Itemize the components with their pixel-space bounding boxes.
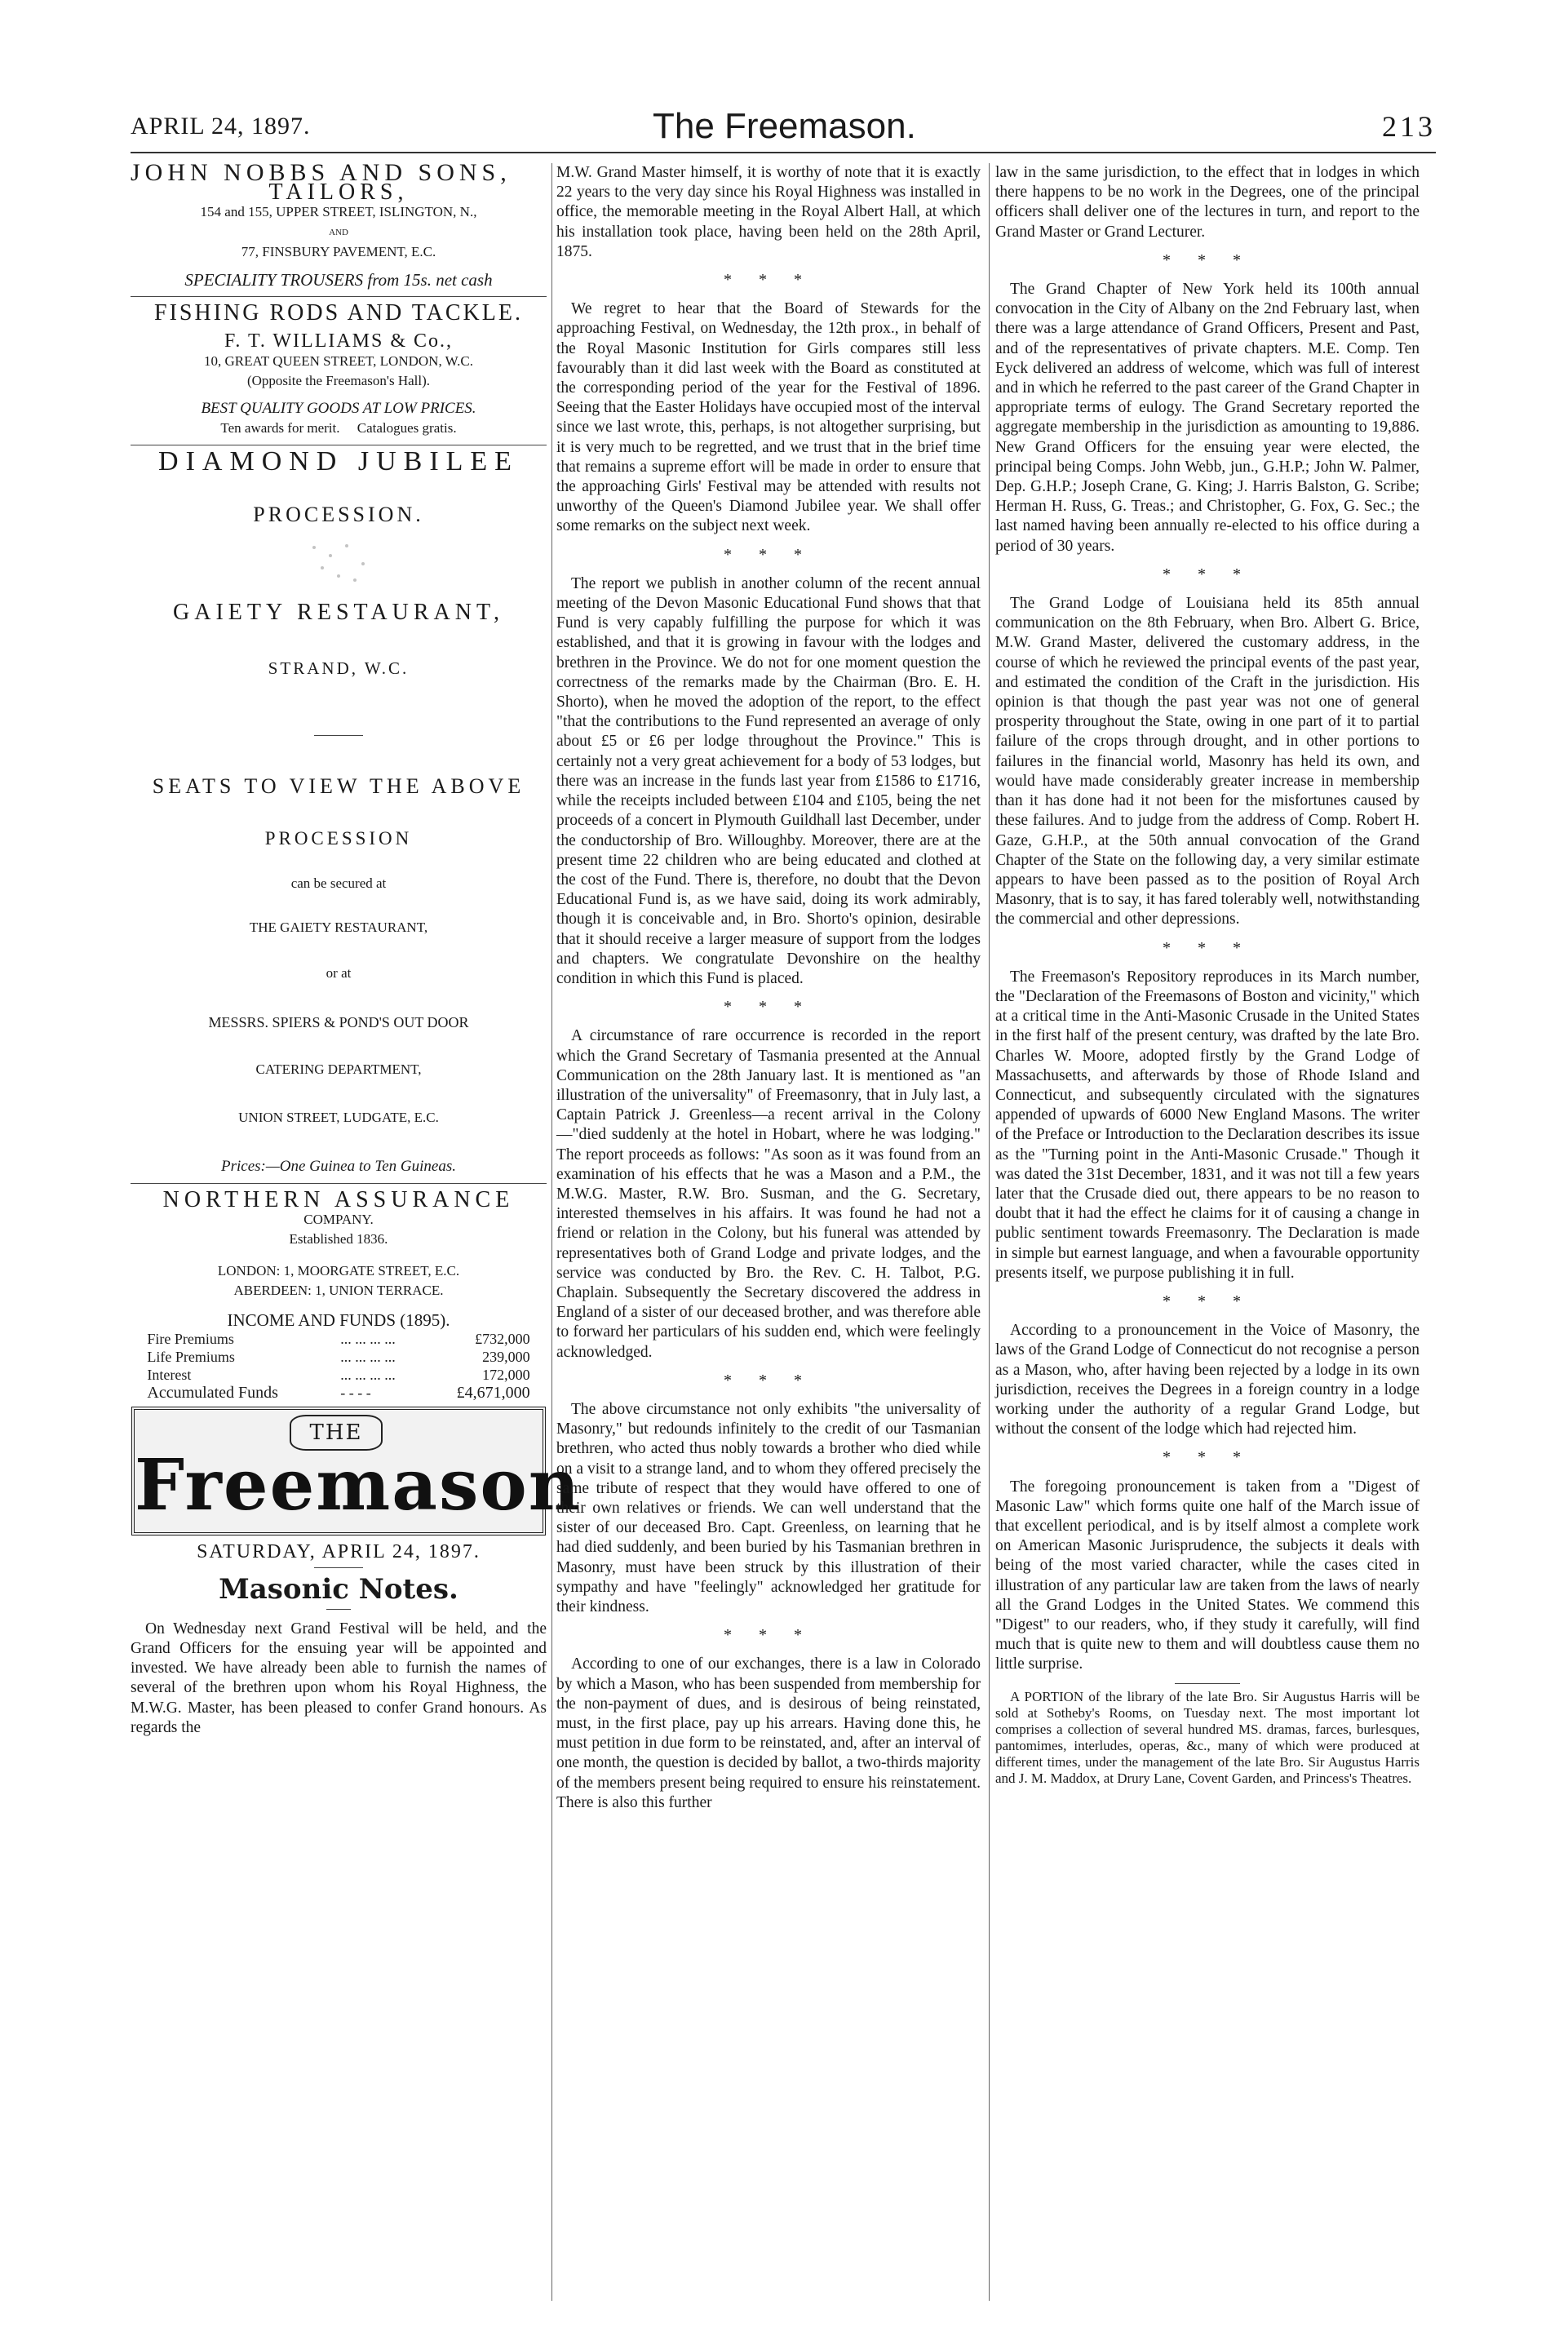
newspaper-title: The Freemason. — [653, 106, 916, 146]
table-row — [147, 1366, 529, 1384]
divider — [314, 1567, 363, 1568]
advert-firm: F. T. WILLIAMS & Co., — [224, 330, 454, 352]
advert-line: PROCESSION. — [253, 502, 424, 526]
article-paragraph: The report we publish in another column of the recent annual meeting of the Devon Masonic Educational Fund shows that that Fund is very capably fulfilling the purpose for which it was established, and that it is growing in favour with the lodges and brethren in the Province. We do not for one moment question the correctness of the remarks made by the Chairman (Bro. E. H. Shorto), when he moved the adoption of the report, to the effect "that the contributions to the Fund represented an average of only about £5 or £6 per lodge throughout the Province." This is certainly not a very great achievement for a body of 53 lodges, but there was an increase in the funds last year from £1586 to £1716, while the receipts included between £104 and £105, being the net proceeds of a concert in Plymouth Guildhall last December, under the conductorship of Bro. Willoughby. Moreover, there are at the present time 22 children who are being educated and clothed at the cost of the Fund. There is, therefore, no doubt that the Devon Educational Fund is, as we have said, doing its work admirably, though it is conceivable and, in Bro. Shorto's opinion, desirable that it should receive a larger measure of support from the lodges and chapters. We congratulate Devonshire on the healthy condition in which this Fund is placed. — [556, 574, 981, 987]
ornament-image — [281, 531, 396, 596]
funds-heading: INCOME AND FUNDS (1895). — [227, 1310, 450, 1331]
funds-label: Interest — [147, 1367, 192, 1384]
advert-assurance — [131, 1187, 547, 1403]
advert-line: MESSRS. SPIERS & POND'S OUT DOOR — [208, 1014, 469, 1031]
advert-line: AND — [329, 227, 348, 237]
advert-williams — [131, 300, 547, 438]
funds-value: £4,671,000 — [456, 1384, 530, 1403]
separator-stars: * * * — [724, 998, 813, 1017]
advert-title: FISHING RODS AND TACKLE. — [154, 300, 523, 326]
separator-stars: * * * — [1163, 250, 1252, 269]
article-paragraph: The above circumstance not only exhibits "the universality of Masonry," but redounds infinitely to the credit of our Tasmanian brethren, who acted thus nobly towards a brother who died while on a visit to a strange land, and to whom they offered precisely the same tribute of respect that they would have offered to one of their own relatives or friends. We can well understand that the sister of our deceased Bro. Capt. Greenless, on learning that he had died suddenly, and been buried by his Tasmanian brethren in Masonry, must have been struck by this illustration of their sympathy and have "feelingly" acknowledged her gratitude for their kindness. — [556, 1400, 981, 1616]
advert-line: Ten awards for merit. Catalogues gratis. — [220, 420, 457, 437]
separator-stars: * * * — [1163, 938, 1252, 957]
advert-line: TAILORS, — [268, 179, 409, 206]
section-title: Masonic Notes. — [219, 1572, 458, 1606]
separator-stars: * * * — [724, 1371, 813, 1389]
divider — [1175, 1683, 1240, 1684]
column-divider — [551, 163, 552, 2301]
separator-stars: * * * — [724, 271, 813, 290]
funds-label: Accumulated Funds — [147, 1384, 278, 1403]
article-paragraph: The Freemason's Repository reproduces in its March number, the "Declaration of the Freemasons of Boston and vicinity," which at a critical time in the Anti-Masonic Crusade in the United States in the first half of the present century, was drafted by the late Bro. Charles W. Moore, adopted firstly by the Grand Lodge of Massachusetts, and afterwards by those of Rhode Island and Connecticut, and subsequently circulated with the signatures appended of upwards of 6000 New England Masons. The writer of the Preface or Introduction to the Declaration describes its issue as the "Turning point in the Anti-Masonic Crusade." Though it was dated the 31st December, 1831, and it was not till a few years later that the Crusade died out, there appears to be no reason to doubt that it had the effect he claims for it of causing a change in public sentiment towards Freemasonry. The Declaration is made in simple but earnest language, and when a favourable opportunity presents itself, we purpose publishing it in full. — [995, 968, 1420, 1282]
advert-line: (Opposite the Freemason's Hall). — [246, 372, 430, 388]
funds-value: 172,000 — [482, 1367, 530, 1384]
advert-jubilee — [131, 446, 547, 1177]
article-paragraph: A circumstance of rare occurrence is recorded in the report which the Grand Secretary of Tasmania presented at the Annual Communication on the 28th January last. It is mentioned as "an illustration of the universality" of Freemasonry, that in July last, a Captain Patrick J. Greenless—a recent arrival in the Colony—"died suddenly at the hotel in Hobart, where he was lodging." The report proceeds as follows: "As soon as it was found from an examination of his effects that he was a Mason and a P.M., the M.W.G. Master, R.W. Bro. Susman, and the G. Secretary, interested themselves in his affairs. It was found he had not a friend or relation in the Colony, but his funeral was attended by representatives both of Grand Lodge and private lodges, and the service was conducted by Bro. the Rev. C. H. Talbot, P.G. Chaplain. Subsequently the Secretary discovered the address in England of a sister of our deceased brother, and was therefore able to forward her particulars of his sudden end, which were feelingly acknowledged. — [556, 1027, 981, 1361]
column-2 — [556, 163, 981, 1821]
masthead-date: SATURDAY, APRIL 24, 1897. — [197, 1541, 481, 1563]
article-paragraph: We regret to hear that the Board of Stewards for the approaching Festival, on Wednesday, the 12th prox., in behalf of the Royal Masonic Institution for Girls compares still less favourably than it did last week with the Board as constituted at the corresponding period of the year for the Festival of 1896. Seeing that the Easter Holidays have occupied most of the interval since we last wrote, this, perhaps, is not altogether surprising, but it is very much to be regretted, and we trust that in the brief time that remains a supreme effort will be made in order to ensure that the approaching Girls' Festival may be attended with results not unworthy of the Queen's Diamond Jubilee year. We shall offer some remarks on the subject next week. — [556, 300, 981, 535]
divider — [326, 1609, 351, 1610]
article-paragraph: According to a pronouncement in the Voice of Masonry, the laws of the Grand Lodge of Connecticut do not recognise a person as a Mason, who, after having been rejected by a lodge in its own jurisdiction, receives the Degrees in a foreign country in a lodge working under the authority of a regular Grand Lodge, but without the consent of the lodge which had rejected him. — [995, 1322, 1420, 1438]
table-row — [147, 1348, 529, 1366]
funds-dots: ... ... ... ... — [340, 1331, 396, 1348]
table-row — [147, 1330, 529, 1348]
separator-stars: * * * — [724, 545, 813, 564]
advert-address: UNION STREET, LUDGATE, E.C. — [238, 1109, 439, 1125]
issue-date: APRIL 24, 1897. — [131, 113, 311, 140]
advert-line: PROCESSION — [264, 828, 413, 849]
masthead-name: Freemason — [135, 1444, 582, 1527]
advert-line: THE GAIETY RESTAURANT, — [249, 919, 428, 935]
funds-dots: ... ... ... ... — [340, 1349, 396, 1366]
advert-line: SEATS TO VIEW THE ABOVE — [152, 774, 525, 799]
advert-title: DIAMOND JUBILEE — [158, 446, 519, 477]
funds-label: Life Premiums — [147, 1349, 235, 1366]
separator-stars: * * * — [1163, 1448, 1252, 1467]
separator-stars: * * * — [1163, 565, 1252, 583]
funds-value: 239,000 — [482, 1349, 530, 1366]
article-paragraph: law in the same jurisdiction, to the effect that in lodges in which there happens to be no work in the Degrees, one of the principal officers shall deliver one of the lectures in turn, and report to the Grand Master or Grand Lecturer. — [995, 164, 1420, 241]
advert-tagline: SPECIALITY TROUSERS from 15s. net cash — [184, 270, 493, 290]
advert-tagline: BEST QUALITY GOODS AT LOW PRICES. — [201, 400, 476, 418]
article-paragraph: According to one of our exchanges, there is a law in Colorado by which a Mason, who has been suspended from membership for the non-payment of dues, and is desirous of being reinstated, must, in the first place, pay up his arrears. Having done this, he must petition in due form to be reinstated, and, after an interval of one month, the question is decided by ballot, a two-thirds majority of the members present being required to ensure his reinstatement. There is also this further — [556, 1655, 981, 1811]
funds-table — [147, 1330, 529, 1402]
advert-address: 154 and 155, UPPER STREET, ISLINGTON, N., — [200, 204, 477, 220]
article-paragraph: The Grand Chapter of New York held its 100th annual convocation in the City of Albany on the 2nd February last, when there was a large attendance of Grand Officers, Present and Past, and of the representatives of private chapters. M.E. Comp. Ten Eyck delivered an address of welcome, which was full of interest and in which he referred to the past career of the Grand Chapter in appropriate terms of eulogy. The Grand Secretary reported the aggregate membership in the jurisdiction as amounting to 19,886. New Grand Officers for the ensuing year were elected, the principal being Comps. John Webb, jun., G.H.P.; John W. Palmer, Dep. G.H.P.; Joseph Crane, G. King; J. Harris Balston, G. Scribe; Herman H. Russ, G. Treas.; and Christopher, G. Fox, G. Sec.; the last named having been annually re-elected to his office during a period of 30 years. — [995, 281, 1420, 555]
separator-stars: * * * — [1163, 1292, 1252, 1310]
page-header — [131, 106, 1436, 155]
advert-tagline: Prices:—One Guinea to Ten Guineas. — [221, 1157, 456, 1175]
advert-line: CATERING DEPARTMENT, — [255, 1061, 422, 1078]
column-divider — [989, 163, 990, 2301]
advert-line: Established 1836. — [289, 1231, 388, 1247]
advert-line: COMPANY. — [303, 1212, 374, 1228]
article-paragraph: The foregoing pronouncement is taken from a "Digest of Masonic Law" which forms quite one half of the March issue of that excellent periodical, and is by itself almost a complete work on American Masonic Jurisprudence, the subjects it deals with being of the most varied character, while the cases cited in illustration of any particular law are taken from the laws of nearly all the Grand Lodges in the United States. We commend this "Digest" to our readers, who, if they study it carefully, will find much that is quite new to them and will doubtless cause them no little surprise. — [995, 1478, 1420, 1673]
advert-address: LONDON: 1, MOORGATE STREET, E.C. — [217, 1262, 460, 1279]
separator-stars: * * * — [724, 1626, 813, 1645]
column-3 — [995, 163, 1420, 1795]
header-rule — [131, 152, 1436, 153]
article-paragraph: The Grand Lodge of Louisiana held its 85th annual communication on the 8th February, when Bro. Albert G. Brice, M.W. Grand Master, delivered the customary address, in the course of which he reviewed the principal events of the past year, and estimated the condition of the Craft in the jurisdiction. His opinion is that though the past year was not one of general prosperity throughout the State, owing in one part of it to partial failure of the crops through drought, and in other portions to failures in the financial world, Masonry has held its own, and would have made considerably greater increase in membership than it has done had it not been for the misfortunes caused by these failures. And to judge from the address of Comp. Robert H. Gaze, G.H.P., at the 50th annual convocation of the Grand Chapter of the State on the following day, a very similar estimate appears to have been passed as to the position of Royal Arch Masonry, that is to say, it has fared tolerably well, notwithstanding the commercial and other depressions. — [995, 595, 1420, 928]
column-1 — [131, 159, 582, 1746]
masthead-the: THE — [290, 1415, 383, 1451]
funds-value: £732,000 — [475, 1331, 530, 1348]
masthead-logo — [131, 1407, 582, 1536]
advert-address: 10, GREAT QUEEN STREET, LONDON, W.C. — [204, 352, 473, 369]
footnote-paragraph: A PORTION of the library of the late Bro. Sir Augustus Harris will be sold at Sotheby's Rooms, on Tuesday next. The most important lot comprises a collection of several hundred MS. dramas, farces, burlesques, pantomimes, interludes, operas, &c., many of which were produced at different times, under the management of the late Bro. Sir Augustus Harris and J. M. Maddox, at Drury Lane, Covent Garden, and Princess's Theatres. — [995, 1688, 1420, 1786]
advert-address: ABERDEEN: 1, UNION TERRACE. — [233, 1282, 444, 1298]
funds-label: Fire Premiums — [147, 1331, 234, 1348]
page-number: 213 — [1382, 110, 1436, 143]
funds-dots: - - - - — [340, 1385, 371, 1402]
advert-title: NORTHERN ASSURANCE — [162, 1187, 515, 1213]
divider — [131, 296, 547, 297]
advert-nobbs — [131, 159, 547, 290]
advert-line: GAIETY RESTAURANT, — [173, 599, 504, 625]
article-paragraph: M.W. Grand Master himself, it is worthy of note that it is exactly 22 years to the very day since his Royal Highness was installed in office, the memorable meeting in the Royal Albert Hall, at which his installation took place, having been held on the 28th April, 1875. — [556, 164, 981, 260]
advert-address: 77, FINSBURY PAVEMENT, E.C. — [241, 243, 436, 259]
table-row — [147, 1384, 529, 1402]
advert-line: STRAND, W.C. — [268, 658, 410, 679]
advert-line: or at — [326, 965, 352, 982]
article-paragraph: On Wednesday next Grand Festival will be held, and the Grand Officers for the ensuing year will be appointed and invested. We have already been able to furnish the names of several of the brethren upon whom his Royal Highness, the M.W.G. Master, has been pleased to confer Grand honours. As regards the — [131, 1620, 547, 1736]
advert-title: JOHN NOBBS AND SONS, — [131, 159, 512, 186]
funds-dots: ... ... ... ... — [340, 1367, 396, 1384]
divider — [131, 1183, 547, 1184]
advert-line: can be secured at — [290, 875, 387, 891]
divider — [314, 735, 363, 736]
